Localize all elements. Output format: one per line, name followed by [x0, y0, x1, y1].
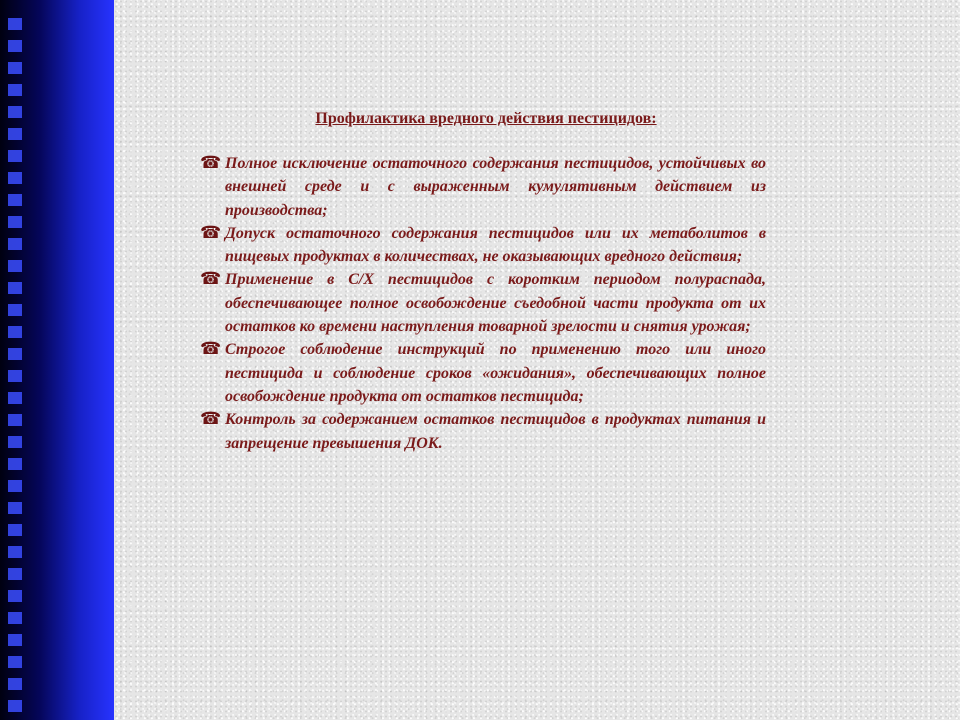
telephone-icon: ☎ — [200, 269, 222, 290]
list-item — [200, 408, 766, 455]
list-item — [200, 268, 766, 338]
list-item — [200, 222, 766, 269]
slide-title: Профилактика вредного действия пестицидов: — [315, 110, 657, 127]
square-pattern — [8, 18, 22, 718]
list-item-text: Применение в С/Х пестицидов с коротким периодом полураспада, обеспечивающее полное освобождение съедобной части продукта от их остатков ко времени наступления товарной зрелости и снятия урожая; — [225, 271, 766, 336]
side-decoration-band — [0, 0, 114, 720]
list-item-text: Строгое соблюдение инструкций по применению того или иного пестицида и соблюдение сроков «ожидания», обеспечивающих полное освобождение продукта от остатков пестицида; — [225, 341, 766, 405]
slide-content — [200, 110, 766, 455]
list-item — [200, 152, 766, 222]
telephone-icon: ☎ — [200, 153, 222, 173]
telephone-icon: ☎ — [200, 409, 222, 430]
telephone-icon: ☎ — [200, 339, 222, 360]
list-item-text: Полное исключение остаточного содержания пестицидов, устойчивых во внешней среде и с выраженным кумулятивным действием из производства; — [225, 155, 766, 219]
list-item-text: Контроль за содержанием остатков пестицидов в продуктах питания и запрещение превышения ДОК. — [225, 411, 766, 452]
telephone-icon: ☎ — [200, 222, 222, 243]
bullet-list — [200, 152, 766, 455]
list-item-text: Допуск остаточного содержания пестицидов или их метаболитов в пищевых продуктах в количествах, не оказывающих вредного действия; — [225, 224, 766, 266]
list-item — [200, 338, 766, 408]
